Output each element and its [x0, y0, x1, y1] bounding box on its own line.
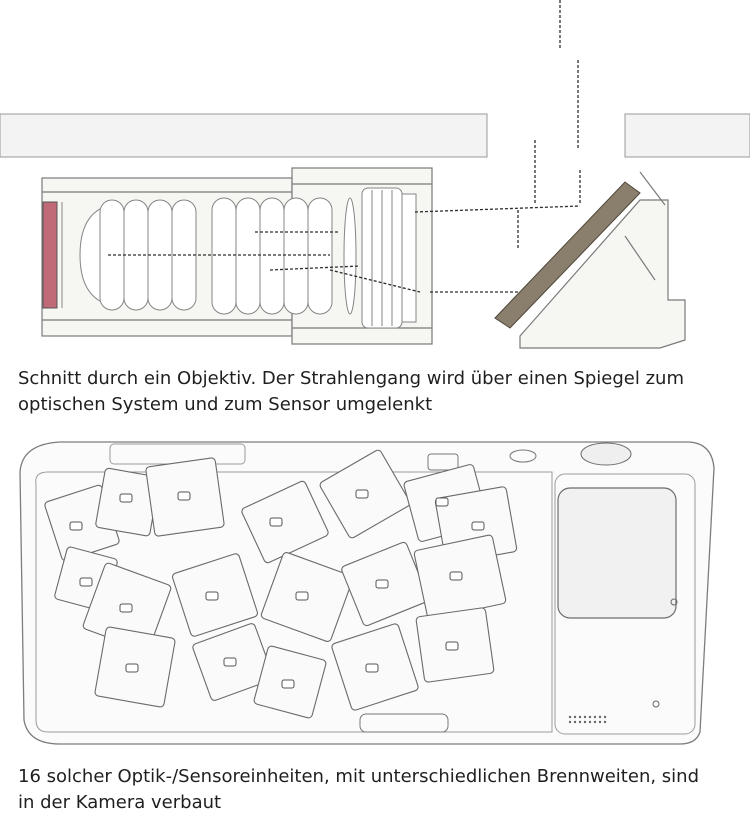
caption-camera-line-1: 16 solcher Optik-/Sensoreinheiten, mit unterschiedlichen Brennweiten, sind	[18, 766, 700, 787]
housing-band-left	[0, 114, 487, 157]
camera-figure	[0, 432, 750, 750]
lens-cross-section-figure	[0, 0, 750, 360]
mirror-housing	[520, 172, 685, 348]
caption-camera	[18, 764, 733, 816]
shutter-button	[581, 443, 631, 465]
caption-camera-line-2: in der Kamera verbaut	[18, 792, 222, 813]
display-screen	[558, 488, 676, 618]
caption-lens	[18, 366, 733, 418]
sensor	[43, 202, 57, 308]
caption-lens-line-1: Schnitt durch ein Objektiv. Der Strahlengang wird über einen Spiegel zum	[18, 368, 684, 389]
lens-group-2	[212, 198, 332, 314]
caption-lens-line-2: optischen System und zum Sensor umgelenkt	[18, 394, 433, 415]
housing-band-right	[625, 114, 750, 157]
